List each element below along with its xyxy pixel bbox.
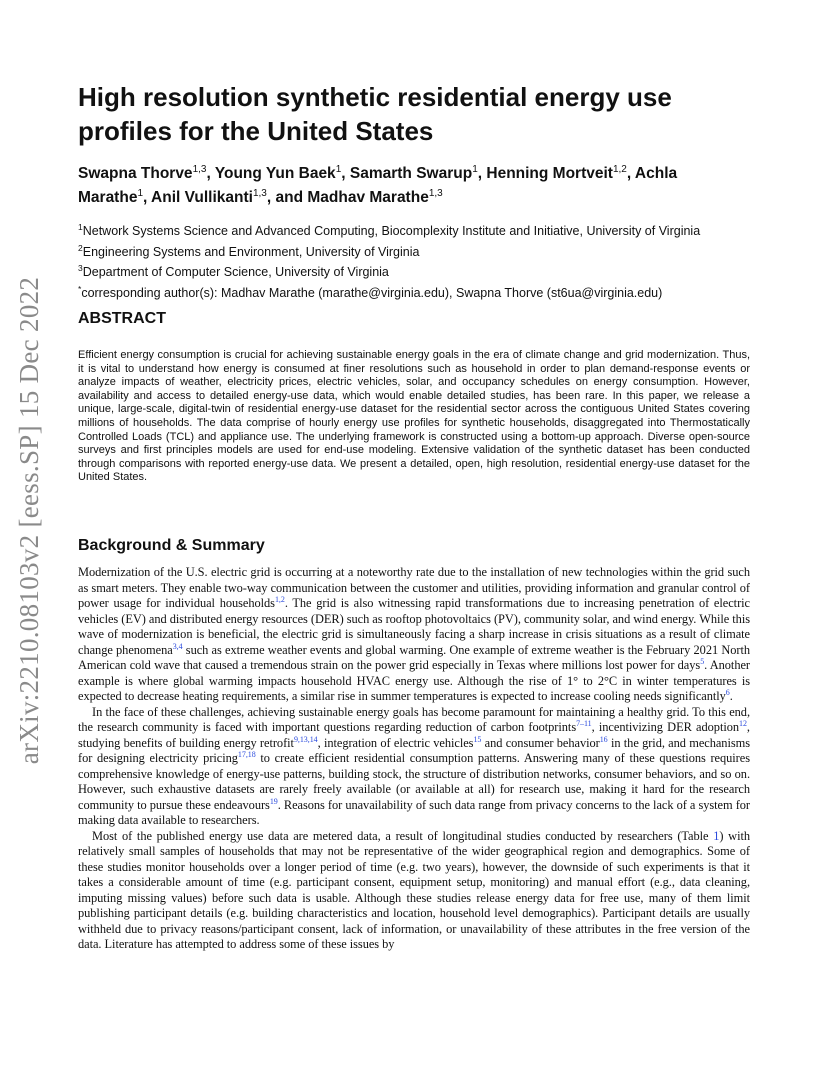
- author-separator: ,: [143, 189, 152, 207]
- author-affiliation-mark: 1,3: [428, 188, 443, 200]
- affiliation-line: [78, 219, 750, 240]
- paragraph-text: , integration of electric vehicles: [317, 735, 474, 750]
- body-paragraph: [78, 829, 750, 953]
- author-separator: ,: [341, 165, 350, 183]
- citation-link[interactable]: 15: [473, 734, 482, 744]
- paragraph-text: such as extreme weather events and global warming. One example of extreme weather is the February 2021 North American cold wave that caused a tremendous strain on the power grid especially in Texas where millions lost power for days: [78, 642, 751, 672]
- citation-link[interactable]: 5: [700, 656, 705, 666]
- affiliation-line: [78, 240, 750, 261]
- citation-link[interactable]: 16: [599, 734, 608, 744]
- author-separator: , and: [266, 189, 308, 207]
- author-list: [78, 160, 750, 208]
- author-affiliation-mark: 1,3: [192, 164, 207, 175]
- body-paragraph: [78, 705, 750, 829]
- citation-link[interactable]: 19: [269, 796, 278, 806]
- author-name: Swapna Thorve: [78, 165, 193, 183]
- affiliation-mark: 1: [78, 222, 83, 232]
- citation-link[interactable]: 7–11: [576, 718, 592, 728]
- affiliation-line: [78, 281, 750, 302]
- paper-title: High resolution synthetic residential energy use profiles for the United States: [78, 82, 672, 146]
- paragraph-text: . Reasons for unavailability of such data range from privacy concerns to the lack of a system for making data available to researchers.: [78, 797, 750, 827]
- author-name: Henning Mortveit: [486, 165, 613, 183]
- paragraph-text: . Another example is where global warming impacts household HVAC energy use. Although the rise of 1° to 2°C in winter temperatures is expected to decrease heating requirements, a similar rise in summer temperatures is expected to increase cooling needs significantly: [78, 658, 750, 703]
- author-affiliation-mark: 1,2: [612, 164, 627, 175]
- abstract-heading: ABSTRACT: [78, 310, 166, 327]
- paragraph-text: , incentivizing DER adoption: [591, 720, 740, 734]
- paragraph-text: , studying benefits of building energy retrofit: [78, 720, 750, 750]
- affiliation-text: Engineering Systems and Environment, University of Virginia: [82, 244, 420, 259]
- section-heading: Background & Summary: [78, 537, 265, 554]
- author-name: Young Yun Baek: [214, 165, 336, 183]
- arxiv-watermark: [8, 276, 52, 764]
- author-affiliation-mark: 1,3: [252, 188, 267, 200]
- author-separator: ,: [626, 165, 635, 183]
- author-affiliation-mark: 1: [472, 164, 478, 175]
- paragraph-text: . The grid is also witnessing rapid transformations due to increasing penetration of electric vehicles (EV) and distributed energy resources (DER) such as rooftop photovoltaics (PV), community solar, and wind energy. While this wave of modernization is beneficial, the electric grid is simultaneously facing a sharp increase in crisis situations as a result of climate change phenomena: [78, 596, 750, 657]
- affiliation-text: Network Systems Science and Advanced Computing, Biocomplexity Institute and Initiative, University of Virginia: [82, 224, 701, 239]
- affiliation-mark: 2: [78, 242, 83, 253]
- citation-link[interactable]: 6: [725, 687, 730, 697]
- affiliation-text: corresponding author(s): Madhav Marathe (marathe@virginia.edu), Swapna Thorve (st6ua@virginia.edu): [81, 286, 663, 301]
- arxiv-id-text: arXiv:2210.08103v2 [eess.SP] 15 Dec 2022: [14, 276, 45, 764]
- body-paragraph: [78, 565, 750, 705]
- affiliation-mark: 3: [78, 263, 83, 274]
- abstract-text: Efficient energy consumption is crucial for achieving sustainable energy goals in the era of climate change and grid modernization. Thus, it is vital to understand how energy is consumed at finer resolutions such as household in order to plan demand-response events or analyze impacts of weather, electricity prices, electric vehicles, solar, and occupancy schedules on energy consumption. However, availability and access to detailed energy-use data, which would enable detailed studies, has been rare. In this paper, we release a unique, large-scale, digital-twin of residential energy-use dataset for the residential sector across the contiguous United States covering millions of households. The data comprise of hourly energy use profiles for synthetic households, disaggregated into Thermostatically Controlled Loads (TCL) and appliance use. The underlying framework is constructed using a bottom-up approach. Diverse open-source surveys and first principles models are used for end-use modeling. Extensive validation of the synthetic dataset has been conducted through comparisons with reported energy-use data. We present a detailed, open, high resolution, residential energy-use dataset for the United States.: [78, 349, 750, 484]
- author-affiliation-mark: 1: [137, 188, 143, 200]
- paragraph-text: to create efficient residential consumption patterns. Answering many of these questions requires comprehensive knowledge of energy-use patterns, building stock, the structure of distribution networks, consumer behaviors, and so on. However, such exhaustive datasets are rarely freely available (or available at all) for research use, making it hard for the research community to pursue these endeavours: [78, 751, 750, 812]
- paragraph-text: .: [729, 689, 733, 703]
- author-separator: ,: [477, 165, 487, 183]
- author-separator: ,: [206, 165, 215, 183]
- affiliation-list: [78, 219, 750, 302]
- affiliation-mark: *: [78, 283, 82, 294]
- author-name: Madhav Marathe: [307, 189, 429, 207]
- paragraph-text: ) with relatively small samples of households that may not be representative of the wider geographical region and demographics. Some of these studies monitor households over a longer period of time (e.g. two years), however, the downside of such experiments is that it takes a considerable amount of time (e.g. participant consent, equipment setup, monitoring) and manual effort (e.g., data cleaning, imputing missing values) before such data is usable. Although these studies release energy data for free use, many of them limit publishing participant details (e.g. building characteristics and location, household level demographics). Participant details are usually withheld due to privacy reasons/participant consent, lack of information, or unavailability of these attributes in the free version of the data. Literature has attempted to address some of these issues by: [78, 828, 750, 951]
- author-affiliation-mark: 1: [335, 164, 342, 175]
- citation-link[interactable]: 3,4: [172, 641, 183, 651]
- body-text: [78, 565, 750, 953]
- author-name: Anil Vullikanti: [151, 189, 253, 207]
- citation-link[interactable]: 17,18: [237, 749, 256, 759]
- author-name: Achla Marathe: [78, 165, 678, 207]
- citation-link[interactable]: 9,13,14: [293, 734, 318, 744]
- paragraph-text: in the grid, and mechanisms for designing electricity pricing: [78, 735, 750, 765]
- table-ref-link[interactable]: 1: [713, 828, 720, 843]
- paragraph-text: In the face of these challenges, achieving sustainable energy goals has become paramount for maintaining a healthy grid. To this end, the research community is faced with important questions regarding reduction of carbon footprints: [78, 704, 750, 734]
- citation-link[interactable]: 12: [739, 718, 747, 728]
- affiliation-text: Department of Computer Science, University of Virginia: [82, 265, 389, 280]
- paragraph-text: Most of the published energy use data are metered data, a result of longitudinal studies conducted by researchers (Table: [92, 828, 714, 843]
- author-name: Samarth Swarup: [349, 165, 473, 183]
- affiliation-line: [78, 260, 750, 281]
- paragraph-text: Modernization of the U.S. electric grid is occurring at a noteworthy rate due to the installation of new technologies within the grid such as smart meters. They enable two-way communication between the customer and utilities, providing information and granular control of power usage for individual households: [78, 565, 750, 610]
- paragraph-text: and consumer behavior: [481, 735, 600, 750]
- citation-link[interactable]: 1,2: [274, 594, 285, 604]
